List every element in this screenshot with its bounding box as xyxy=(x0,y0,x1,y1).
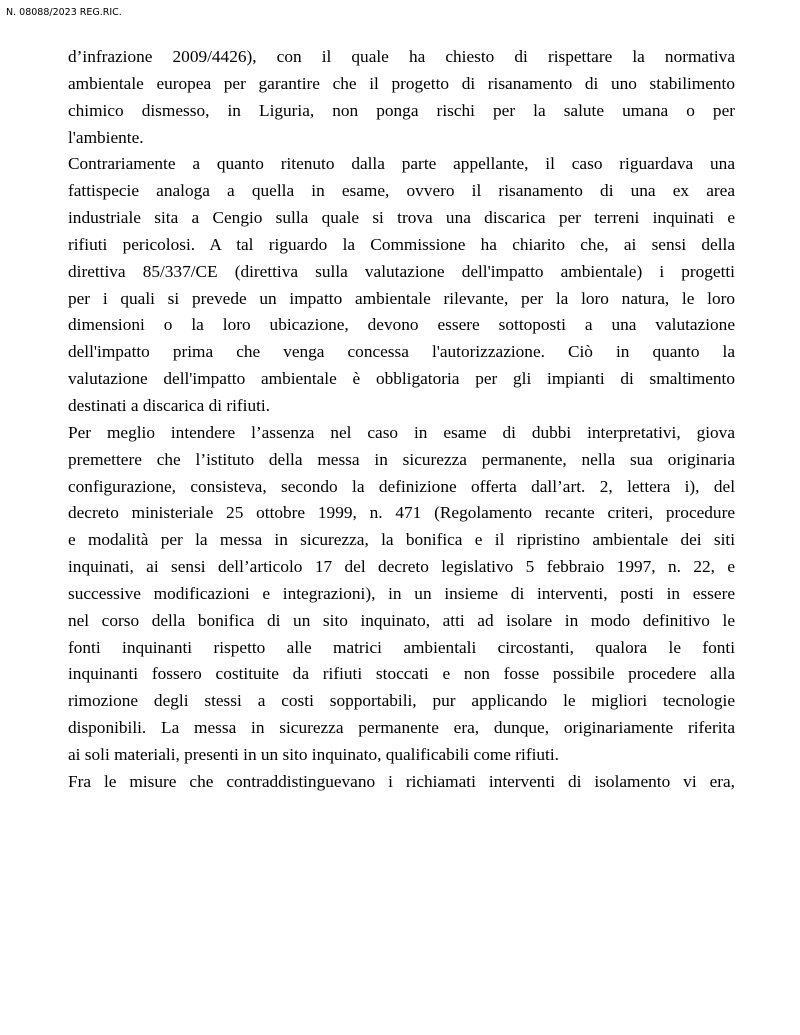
text-line: nel corso della bonifica di un sito inquinato, atti ad isolare in modo definitivo le xyxy=(68,610,735,630)
text-line: l'ambiente. xyxy=(68,127,144,147)
text-line: Per meglio intendere l’assenza nel caso in esame di dubbi interpretativi, giova xyxy=(68,422,735,442)
text-line: industriale sita a Cengio sulla quale si trova una discarica per terreni inquinati e xyxy=(68,208,735,228)
text-line: rifiuti pericolosi. A tal riguardo la Commissione ha chiarito che, ai sensi della xyxy=(68,234,735,254)
text-line: per i quali si prevede un impatto ambientale rilevante, per la loro natura, le loro xyxy=(68,288,735,308)
text-line: d’infrazione 2009/4426), con il quale ha chiesto di rispettare la normativa xyxy=(68,47,735,66)
text-line: successive modificazioni e integrazioni), in un insieme di interventi, posti in essere xyxy=(68,583,735,603)
text-line: ambientale europea per garantire che il progetto di risanamento di uno stabilimento xyxy=(68,73,735,93)
text-line: ai soli materiali, presenti in un sito inquinato, qualificabili come rifiuti. xyxy=(68,744,559,764)
text-line: Contrariamente a quanto ritenuto dalla parte appellante, il caso riguardava una xyxy=(68,154,735,174)
text-line: disponibili. La messa in sicurezza permanente era, dunque, originariamente riferita xyxy=(68,718,735,738)
text-line: inquinati, ai sensi dell’articolo 17 del decreto legislativo 5 febbraio 1997, n. 22, e xyxy=(68,557,735,577)
text-line: e modalità per la messa in sicurezza, la bonifica e il ripristino ambientale dei siti xyxy=(68,530,735,550)
document-reference-number: N. 08088/2023 REG.RIC. xyxy=(6,7,122,18)
text-line: premettere che l’istituto della messa in sicurezza permanente, nella sua originaria xyxy=(68,449,735,469)
text-line: dell'impatto prima che venga concessa l'autorizzazione. Ciò in quanto la xyxy=(68,342,735,362)
text-line: fattispecie analoga a quella in esame, ovvero il risanamento di una ex area xyxy=(68,181,735,201)
text-line: Fra le misure che contraddistinguevano i richiamati interventi di isolamento vi era, xyxy=(68,771,735,791)
text-line: valutazione dell'impatto ambientale è obbligatoria per gli impianti di smaltimento xyxy=(68,369,735,389)
text-line: configurazione, consisteva, secondo la definizione offerta dall’art. 2, lettera i), del xyxy=(68,476,735,496)
text-line: rimozione degli stessi a costi sopportabili, pur applicando le migliori tecnologie xyxy=(68,691,735,711)
text-line: fonti inquinanti rispetto alle matrici ambientali circostanti, qualora le fonti xyxy=(68,637,735,657)
text-line: direttiva 85/337/CE (direttiva sulla valutazione dell'impatto ambientale) i progetti xyxy=(68,261,735,281)
document-body xyxy=(68,44,735,796)
text-line: dimensioni o la loro ubicazione, devono essere sottoposti a una valutazione xyxy=(68,315,735,335)
text-line: chimico dismesso, in Liguria, non ponga rischi per la salute umana o per xyxy=(68,100,735,120)
text-line: destinati a discarica di rifiuti. xyxy=(68,395,271,415)
text-line: decreto ministeriale 25 ottobre 1999, n. 471 (Regolamento recante criteri, procedure xyxy=(68,503,735,523)
text-line: inquinanti fossero costituite da rifiuti stoccati e non fosse possibile procedere alla xyxy=(68,664,735,684)
